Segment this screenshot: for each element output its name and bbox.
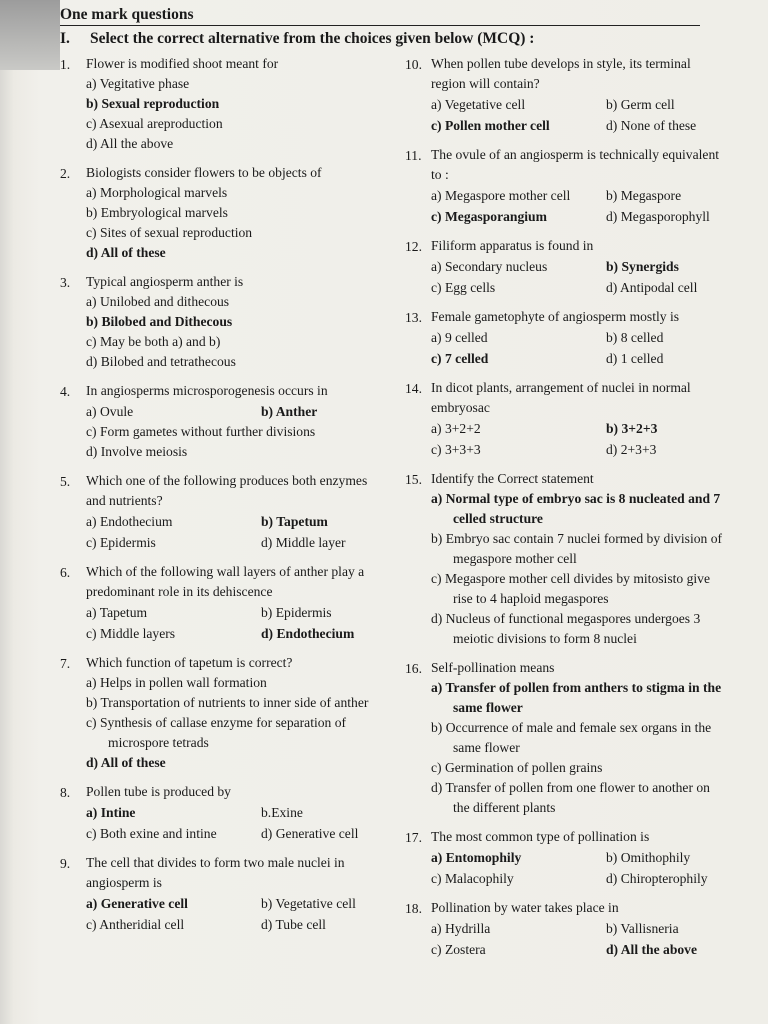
option-row <box>86 511 380 532</box>
option-row <box>86 602 380 623</box>
option-row <box>431 348 725 369</box>
option: a) Hydrilla <box>431 921 491 936</box>
section-number: I. <box>60 30 70 47</box>
option: a) Ovule <box>86 404 134 419</box>
question-number: 9. <box>60 856 71 871</box>
option: c) Antheridial cell <box>86 917 185 932</box>
option: d) Megasporophyll <box>606 209 710 224</box>
option: b) Embryo sac contain 7 nuclei formed by division of megaspore mother cell <box>431 531 723 566</box>
option: a) Vegitative phase <box>86 76 190 91</box>
option: c) Malacophily <box>431 871 514 886</box>
question-text: Pollen tube is produced by <box>86 784 231 799</box>
section-title <box>60 30 534 48</box>
option: a) Entomophily <box>431 850 522 865</box>
question-text: Identify the Correct statement <box>431 471 594 486</box>
question-number: 16. <box>405 661 422 676</box>
section-text: Select the correct alternative from the choices given below (MCQ) : <box>90 30 535 47</box>
option-row <box>431 418 725 439</box>
option: d) Middle layer <box>261 535 346 550</box>
option: c) Both exine and intine <box>86 826 217 841</box>
question-number: 10. <box>405 57 422 72</box>
question-number: 2. <box>60 166 71 181</box>
option: a) Transfer of pollen from anthers to stigma in the same flower <box>431 680 722 715</box>
option: b) Occurrence of male and female sex organs in the same flower <box>431 720 712 755</box>
question-item <box>405 827 725 889</box>
option: c) Megaspore mother cell divides by mitosisto give rise to 4 haploid megaspores <box>431 571 710 606</box>
question-number: 8. <box>60 785 71 800</box>
option: d) Generative cell <box>261 826 359 841</box>
option: d) Antipodal cell <box>606 280 698 295</box>
question-item <box>60 562 380 644</box>
question-text: Filiform apparatus is found in <box>431 238 594 253</box>
option: b) Germ cell <box>606 97 675 112</box>
option: d) All of these <box>86 245 166 260</box>
option: d) All the above <box>606 942 698 957</box>
option: b) Vallisneria <box>606 921 679 936</box>
question-text: Typical angiosperm anther is <box>86 274 244 289</box>
question-number: 4. <box>60 384 71 399</box>
question-number: 15. <box>405 472 422 487</box>
question-text: Which one of the following produces both enzymes and nutrients? <box>86 473 368 508</box>
option: c) Pollen mother cell <box>431 118 550 133</box>
question-item <box>405 307 725 369</box>
question-item <box>405 469 725 649</box>
option: b) Vegetative cell <box>261 896 356 911</box>
option: a) Endothecium <box>86 514 173 529</box>
option: a) Morphological marvels <box>86 185 228 200</box>
left-column <box>60 54 380 944</box>
question-item <box>405 145 725 227</box>
question-text: When pollen tube develops in style, its terminal region will contain? <box>431 56 691 91</box>
question-text: The cell that divides to form two male nuclei in angiosperm is <box>86 855 345 890</box>
option: d) Transfer of pollen from one flower to another on the different plants <box>431 780 710 815</box>
question-text: Biologists consider flowers to be objects of <box>86 165 322 180</box>
question-number: 3. <box>60 275 71 290</box>
question-number: 14. <box>405 381 422 396</box>
question-number: 12. <box>405 239 422 254</box>
option: a) Intine <box>86 805 136 820</box>
option: a) Megaspore mother cell <box>431 188 571 203</box>
question-item <box>60 653 380 773</box>
option-row <box>431 185 725 206</box>
option: d) Bilobed and tetrathecous <box>86 354 236 369</box>
question-text: In dicot plants, arrangement of nuclei in normal embryosac <box>431 380 691 415</box>
option: c) Middle layers <box>86 626 176 641</box>
page-heading: One mark questions <box>60 6 700 26</box>
option: b) Anther <box>261 404 318 419</box>
question-number: 11. <box>405 148 422 163</box>
question-number: 6. <box>60 565 71 580</box>
option-row <box>431 277 725 298</box>
option: a) Unilobed and dithecous <box>86 294 230 309</box>
question-item <box>405 236 725 298</box>
option: a) Generative cell <box>86 896 188 911</box>
option: d) 2+3+3 <box>606 442 657 457</box>
option: b) Synergids <box>606 259 679 274</box>
question-item <box>405 54 725 136</box>
option: c) Zostera <box>431 942 486 957</box>
option: a) 3+2+2 <box>431 421 481 436</box>
option-row <box>431 206 725 227</box>
option: c) Megasporangium <box>431 209 547 224</box>
page-shadow <box>0 0 60 70</box>
option: c) 3+3+3 <box>431 442 481 457</box>
option-row <box>86 893 380 914</box>
question-text: Self-pollination means <box>431 660 555 675</box>
option-row <box>431 939 725 960</box>
option-row <box>431 115 725 136</box>
option-row <box>431 256 725 277</box>
option-row <box>86 823 380 844</box>
question-text: Female gametophyte of angiosperm mostly is <box>431 309 680 324</box>
question-text: Pollination by water takes place in <box>431 900 619 915</box>
option: c) Asexual areproduction <box>86 116 223 131</box>
question-item <box>60 381 380 462</box>
option: c) Sites of sexual reproduction <box>86 225 253 240</box>
question-item <box>405 378 725 460</box>
question-number: 13. <box>405 310 422 325</box>
option: c) Epidermis <box>86 535 156 550</box>
option-row <box>431 868 725 889</box>
option: a) Secondary nucleus <box>431 259 548 274</box>
option: c) Synthesis of callase enzyme for separation of microspore tetrads <box>86 715 347 750</box>
question-number: 18. <box>405 901 422 916</box>
question-number: 5. <box>60 474 71 489</box>
right-column <box>405 54 725 969</box>
question-item <box>60 782 380 844</box>
option: b) Megaspore <box>606 188 682 203</box>
option: d) 1 celled <box>606 351 664 366</box>
option: d) All of these <box>86 755 166 770</box>
question-text: Flower is modified shoot meant for <box>86 56 279 71</box>
question-text: Which function of tapetum is correct? <box>86 655 293 670</box>
option-row <box>431 327 725 348</box>
option-row <box>86 623 380 644</box>
question-number: 1. <box>60 57 71 72</box>
option: c) May be both a) and b) <box>86 334 221 349</box>
option: b) Transportation of nutrients to inner side of anther <box>86 695 369 710</box>
question-item <box>405 658 725 818</box>
option: d) Chiropterophily <box>606 871 708 886</box>
option: c) Egg cells <box>431 280 496 295</box>
option: b) 8 celled <box>606 330 664 345</box>
question-item <box>60 853 380 935</box>
question-item <box>60 54 380 154</box>
option-row <box>86 802 380 823</box>
option: a) Tapetum <box>86 605 148 620</box>
option-row <box>431 94 725 115</box>
option: a) 9 celled <box>431 330 488 345</box>
question-item <box>60 163 380 263</box>
option: d) Nucleus of functional megaspores undergoes 3 meiotic divisions to form 8 nuclei <box>431 611 701 646</box>
option: b.Exine <box>261 805 303 820</box>
option: b) Tapetum <box>261 514 328 529</box>
option: d) All the above <box>86 136 174 151</box>
question-text: Which of the following wall layers of anther play a predominant role in its dehiscence <box>86 564 365 599</box>
option: b) Embryological marvels <box>86 205 228 220</box>
option: d) Endothecium <box>261 626 355 641</box>
option-row <box>431 847 725 868</box>
option-row <box>431 439 725 460</box>
question-item <box>60 471 380 553</box>
option: a) Normal type of embryo sac is 8 nucleated and 7 celled structure <box>431 491 721 526</box>
option: b) 3+2+3 <box>606 421 658 436</box>
question-text: In angiosperms microsporogenesis occurs in <box>86 383 328 398</box>
question-item <box>60 272 380 372</box>
option: b) Sexual reproduction <box>86 96 220 111</box>
option-row <box>86 914 380 935</box>
option: c) 7 celled <box>431 351 489 366</box>
option: a) Helps in pollen wall formation <box>86 675 267 690</box>
option: d) Tube cell <box>261 917 326 932</box>
question-text: The most common type of pollination is <box>431 829 650 844</box>
option: b) Bilobed and Dithecous <box>86 314 233 329</box>
option: d) Involve meiosis <box>86 444 188 459</box>
option-row <box>86 401 380 422</box>
question-number: 7. <box>60 656 71 671</box>
question-number: 17. <box>405 830 422 845</box>
question-item <box>405 898 725 960</box>
option: c) Form gametes without further divisions <box>86 424 316 439</box>
option-row <box>431 918 725 939</box>
option: b) Epidermis <box>261 605 332 620</box>
option-row <box>86 532 380 553</box>
question-text: The ovule of an angiosperm is technically equivalent to : <box>431 147 720 182</box>
option: b) Omithophily <box>606 850 691 865</box>
option: d) None of these <box>606 118 697 133</box>
option: a) Vegetative cell <box>431 97 526 112</box>
option: c) Germination of pollen grains <box>431 760 603 775</box>
